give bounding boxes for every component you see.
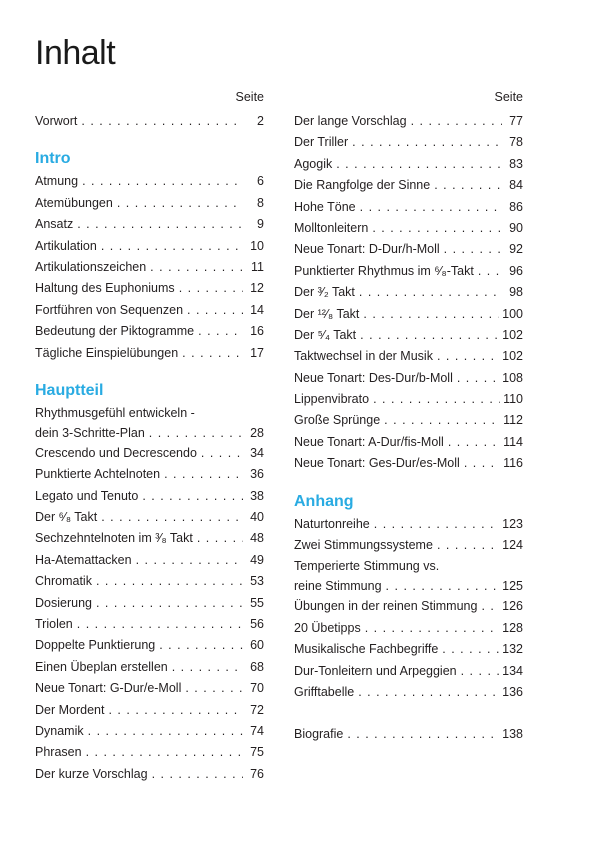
toc-page-number: 77 — [509, 114, 523, 128]
toc-entry — [35, 423, 264, 443]
toc-entry — [35, 171, 264, 192]
toc-page-number: 138 — [502, 727, 523, 742]
toc-leader-dots — [108, 700, 243, 721]
toc-entry — [35, 593, 264, 614]
toc-page-number: 100 — [502, 306, 523, 321]
toc-page-number: 70 — [250, 681, 264, 696]
toc-page-number: 28 — [250, 425, 264, 440]
toc-entry-label: Punktierter Rhythmus im ⁶⁄₈-Takt — [294, 263, 474, 278]
toc-page-number: 10 — [250, 238, 264, 253]
toc-entry — [294, 325, 523, 346]
page-title: Inhalt — [35, 34, 116, 72]
toc-page-number: 17 — [250, 345, 264, 360]
toc-entry-label: Rhythmusgefühl entwickeln - — [35, 405, 195, 420]
toc-page-number: 112 — [503, 413, 523, 428]
toc-entry-label: Einen Übeplan erstellen — [35, 659, 168, 674]
toc-entry — [294, 197, 523, 218]
toc-leader-dots — [81, 111, 243, 132]
toc-entry-label: Große Sprünge — [294, 413, 381, 428]
toc-leader-dots — [461, 661, 500, 682]
toc-page-number: 72 — [250, 702, 264, 717]
toc-entry — [294, 453, 523, 474]
toc-entry — [35, 721, 264, 742]
toc-entry — [294, 576, 523, 596]
toc-entry — [35, 111, 264, 132]
toc-leader-dots — [142, 486, 243, 507]
section-heading-intro: Intro — [35, 150, 71, 168]
toc-page-number: 124 — [502, 538, 523, 553]
toc-leader-dots — [198, 321, 243, 342]
toc-entry-twoline — [294, 556, 523, 596]
toc-page-number: 78 — [509, 135, 523, 150]
toc-column-right — [294, 90, 523, 746]
toc-entry-label: Bedeutung der Piktogramme — [35, 324, 195, 339]
toc-column-left — [35, 90, 264, 785]
toc-entry — [35, 486, 264, 507]
toc-page-number: 134 — [502, 663, 523, 678]
toc-entry-label: Sechzehntelnoten im ³⁄₈ Takt — [35, 531, 193, 546]
toc-page-number: 9 — [257, 217, 264, 232]
toc-group — [294, 492, 523, 704]
column-header-seite: Seite — [494, 90, 523, 104]
toc-page-number: 49 — [250, 552, 264, 567]
toc-group — [35, 381, 264, 785]
toc-leader-dots — [179, 278, 243, 299]
toc-entry-label: Atmung — [35, 174, 79, 189]
toc-leader-dots — [442, 639, 499, 660]
toc-entry — [294, 682, 523, 703]
toc-group — [35, 149, 264, 364]
toc-entry-label: Dur-Tonleitern und Arpeggien — [294, 663, 457, 678]
toc-entry — [35, 443, 264, 464]
toc-groups-right — [294, 111, 523, 746]
toc-entry — [35, 571, 264, 592]
toc-group — [294, 724, 523, 745]
toc-leader-dots — [411, 111, 502, 132]
toc-page-number: 34 — [250, 445, 264, 460]
toc-page-number: 96 — [509, 263, 523, 278]
toc-entry-label: Tägliche Einspielübungen — [35, 345, 179, 360]
toc-leader-dots — [182, 343, 243, 364]
toc-entry — [294, 218, 523, 239]
toc-entry-label: Crescendo und Decrescendo — [35, 445, 197, 460]
toc-entry-label: Legato und Tenuto — [35, 488, 139, 503]
toc-entry-label: Neue Tonart: Des-Dur/b-Moll — [294, 370, 453, 385]
toc-leader-dots — [96, 571, 243, 592]
toc-leader-dots — [444, 239, 502, 260]
section-heading-anhang: Anhang — [294, 492, 354, 510]
toc-entry — [35, 764, 264, 785]
toc-entry-label: Ansatz — [35, 217, 74, 232]
toc-entry-label: Übungen in der reinen Stimmung — [294, 599, 478, 614]
toc-entry-label: Hohe Töne — [294, 199, 356, 214]
toc-entry — [294, 618, 523, 639]
toc-entry-label: Temperierte Stimmung vs. — [294, 559, 440, 574]
toc-entry — [294, 432, 523, 453]
toc-entry-label: Grifftabelle — [294, 684, 355, 699]
toc-entry-label: Artikulation — [35, 238, 97, 253]
toc-leader-dots — [358, 682, 499, 703]
toc-entry-label: Der Triller — [294, 135, 349, 150]
toc-entry-label: Der Mordent — [35, 702, 105, 717]
toc-entry-label: Der ¹²⁄₈ Takt — [294, 306, 360, 321]
toc-leader-dots — [384, 410, 500, 431]
toc-leader-dots — [150, 257, 243, 278]
toc-leader-dots — [481, 596, 499, 617]
toc-entry — [35, 700, 264, 721]
toc-page-number: 56 — [250, 617, 264, 632]
toc-entry — [294, 132, 523, 153]
toc-entry-label: Lippenvibrato — [294, 392, 370, 407]
toc-page-number: 6 — [257, 174, 264, 189]
toc-entry — [294, 261, 523, 282]
toc-entry — [35, 278, 264, 299]
toc-entry-label: Der ⁵⁄₄ Takt — [294, 327, 357, 342]
toc-page-number: 76 — [250, 766, 264, 781]
toc-entry — [294, 389, 523, 410]
toc-entry — [294, 239, 523, 260]
toc-leader-dots — [197, 528, 243, 549]
toc-entry-label: Der lange Vorschlag — [294, 114, 407, 128]
toc-entry-label: Agogik — [294, 156, 333, 171]
toc-entry-label: Zwei Stimmungssysteme — [294, 538, 433, 553]
toc-entry-label: Chromatik — [35, 574, 92, 589]
toc-page-number: 14 — [250, 302, 264, 317]
toc-page-number: 8 — [257, 195, 264, 210]
toc-entry-twoline — [35, 403, 264, 443]
toc-leader-dots — [363, 304, 499, 325]
toc-entry-label: Taktwechsel in der Musik — [294, 349, 433, 364]
toc-entry — [35, 507, 264, 528]
toc-page-number: 2 — [257, 114, 264, 128]
toc-entry-label: Der kurze Vorschlag — [35, 766, 148, 781]
toc-entry — [35, 257, 264, 278]
toc-entry-label: Die Rangfolge der Sinne — [294, 178, 431, 193]
toc-leader-dots — [457, 368, 499, 389]
toc-page-number: 114 — [503, 434, 523, 449]
toc-entry — [35, 300, 264, 321]
toc-leader-dots — [88, 721, 243, 742]
toc-entry-label: Phrasen — [35, 745, 82, 760]
toc-entry — [294, 346, 523, 367]
toc-entry — [294, 154, 523, 175]
toc-entry-label: Musikalische Fachbegriffe — [294, 642, 439, 657]
toc-entry — [35, 464, 264, 485]
toc-page-number: 60 — [250, 638, 264, 653]
toc-page-number: 86 — [509, 199, 523, 214]
toc-leader-dots — [159, 635, 243, 656]
toc-page-number: 84 — [509, 178, 523, 193]
toc-entry — [294, 596, 523, 617]
toc-entry — [35, 614, 264, 635]
toc-leader-dots — [437, 346, 499, 367]
toc-entry-label: 20 Übetipps — [294, 620, 361, 635]
toc-entry — [35, 550, 264, 571]
toc-entry — [294, 661, 523, 682]
toc-entry — [294, 368, 523, 389]
section-heading-hauptteil: Hauptteil — [35, 381, 104, 399]
toc-leader-dots — [434, 175, 502, 196]
toc-entry-label: Atemübungen — [35, 195, 113, 210]
toc-entry-label: Triolen — [35, 617, 73, 632]
toc-leader-dots — [185, 678, 243, 699]
toc-leader-dots — [136, 550, 243, 571]
toc-entry-label: Punktierte Achtelnoten — [35, 467, 161, 482]
toc-page-number: 108 — [502, 370, 523, 385]
toc-entry-label: Der ³⁄₂ Takt — [294, 285, 355, 300]
toc-leader-dots — [101, 507, 243, 528]
toc-entry — [294, 410, 523, 431]
toc-leader-dots — [373, 389, 500, 410]
toc-leader-dots — [437, 535, 499, 556]
toc-page-number: 55 — [250, 595, 264, 610]
toc-leader-dots — [464, 453, 500, 474]
toc-leader-dots — [164, 464, 243, 485]
toc-entry — [35, 343, 264, 364]
toc-entry — [35, 321, 264, 342]
toc-entry-label: Dosierung — [35, 595, 92, 610]
toc-page-number: 126 — [502, 599, 523, 614]
toc-entry-label: dein 3-Schritte-Plan — [35, 425, 145, 440]
toc-entry-label: Neue Tonart: D-Dur/h-Moll — [294, 242, 440, 257]
toc-leader-dots — [77, 614, 243, 635]
toc-page-number: 83 — [509, 156, 523, 171]
toc-page-number: 48 — [250, 531, 264, 546]
toc-entry — [294, 514, 523, 535]
toc-leader-dots — [201, 443, 243, 464]
toc-entry — [35, 236, 264, 257]
toc-page-number: 116 — [503, 456, 523, 471]
toc-page-number: 16 — [250, 324, 264, 339]
toc-leader-dots — [187, 300, 243, 321]
toc-leader-dots — [77, 214, 243, 235]
toc-leader-dots — [374, 514, 499, 535]
toc-leader-dots — [172, 657, 243, 678]
toc-leader-dots — [360, 325, 499, 346]
toc-page-number: 12 — [250, 281, 264, 296]
toc-page-number: 53 — [250, 574, 264, 589]
toc-entry — [294, 535, 523, 556]
toc-entry — [35, 657, 264, 678]
toc-page-number: 92 — [509, 242, 523, 257]
toc-entry — [294, 282, 523, 303]
toc-entry-label: Naturtonreihe — [294, 516, 370, 531]
toc-entry-label: Haltung des Euphoniums — [35, 281, 175, 296]
toc-page-number: 132 — [502, 642, 523, 657]
toc-entry — [294, 175, 523, 196]
toc-leader-dots — [96, 593, 243, 614]
toc-leader-dots — [448, 432, 500, 453]
toc-entry — [294, 724, 523, 745]
toc-page-number: 90 — [509, 220, 523, 235]
toc-groups-left — [35, 111, 264, 785]
toc-leader-dots — [101, 236, 243, 257]
toc-page-number: 36 — [250, 467, 264, 482]
toc-leader-dots — [336, 154, 502, 175]
toc-entry-label: Doppelte Punktierung — [35, 638, 156, 653]
toc-page-number: 128 — [502, 620, 523, 635]
toc-entry — [35, 742, 264, 763]
toc-leader-dots — [117, 193, 243, 214]
toc-entry-label: Neue Tonart: G-Dur/e-Moll — [35, 681, 182, 696]
toc-leader-dots — [359, 282, 502, 303]
toc-entry — [294, 304, 523, 325]
toc-entry — [35, 678, 264, 699]
toc-leader-dots — [152, 764, 243, 785]
toc-leader-dots — [386, 576, 500, 597]
toc-leader-dots — [86, 742, 243, 763]
toc-leader-dots — [372, 218, 502, 239]
toc-entry-label: Der ⁶⁄₈ Takt — [35, 510, 98, 525]
toc-leader-dots — [478, 261, 502, 282]
toc-page-number: 102 — [502, 349, 523, 364]
toc-entry-label: Biografie — [294, 727, 344, 742]
toc-entry — [35, 528, 264, 549]
toc-entry-label: Fortführen von Sequenzen — [35, 302, 184, 317]
toc-entry — [35, 214, 264, 235]
toc-leader-dots — [360, 197, 502, 218]
toc-entry — [35, 193, 264, 214]
toc-page-number: 75 — [250, 745, 264, 760]
toc-page-number: 74 — [250, 723, 264, 738]
toc-page-number: 123 — [502, 516, 523, 531]
toc-leader-dots — [347, 724, 499, 745]
toc-entry-label: Artikulationszeichen — [35, 259, 147, 274]
toc-page-number: 125 — [502, 579, 523, 594]
toc-entry — [294, 111, 523, 132]
toc-leader-dots — [365, 618, 499, 639]
toc-page-number: 11 — [251, 259, 264, 274]
toc-group — [294, 111, 523, 475]
toc-entry — [35, 635, 264, 656]
toc-entry-label: Dynamik — [35, 723, 84, 738]
toc-leader-dots — [82, 171, 243, 192]
toc-entry-label: Molltonleitern — [294, 220, 369, 235]
toc-page-number: 98 — [509, 285, 523, 300]
toc-entry-label: Neue Tonart: A-Dur/fis-Moll — [294, 434, 444, 449]
toc-page-number: 102 — [502, 327, 523, 342]
toc-entry-label: Ha-Atemattacken — [35, 552, 132, 567]
toc-page-number: 110 — [503, 392, 523, 407]
toc-page-number: 136 — [502, 684, 523, 699]
toc-entry-label: Vorwort — [35, 114, 78, 128]
toc-page-number: 38 — [250, 488, 264, 503]
toc-entry-label: Neue Tonart: Ges-Dur/es-Moll — [294, 456, 460, 471]
column-header-seite: Seite — [235, 90, 264, 104]
toc-page-number: 68 — [250, 659, 264, 674]
toc-leader-dots — [352, 132, 502, 153]
toc-leader-dots — [149, 423, 243, 444]
toc-group — [35, 111, 264, 132]
toc-entry — [294, 639, 523, 660]
toc-page-number: 40 — [250, 510, 264, 525]
toc-entry-label: reine Stimmung — [294, 579, 382, 594]
